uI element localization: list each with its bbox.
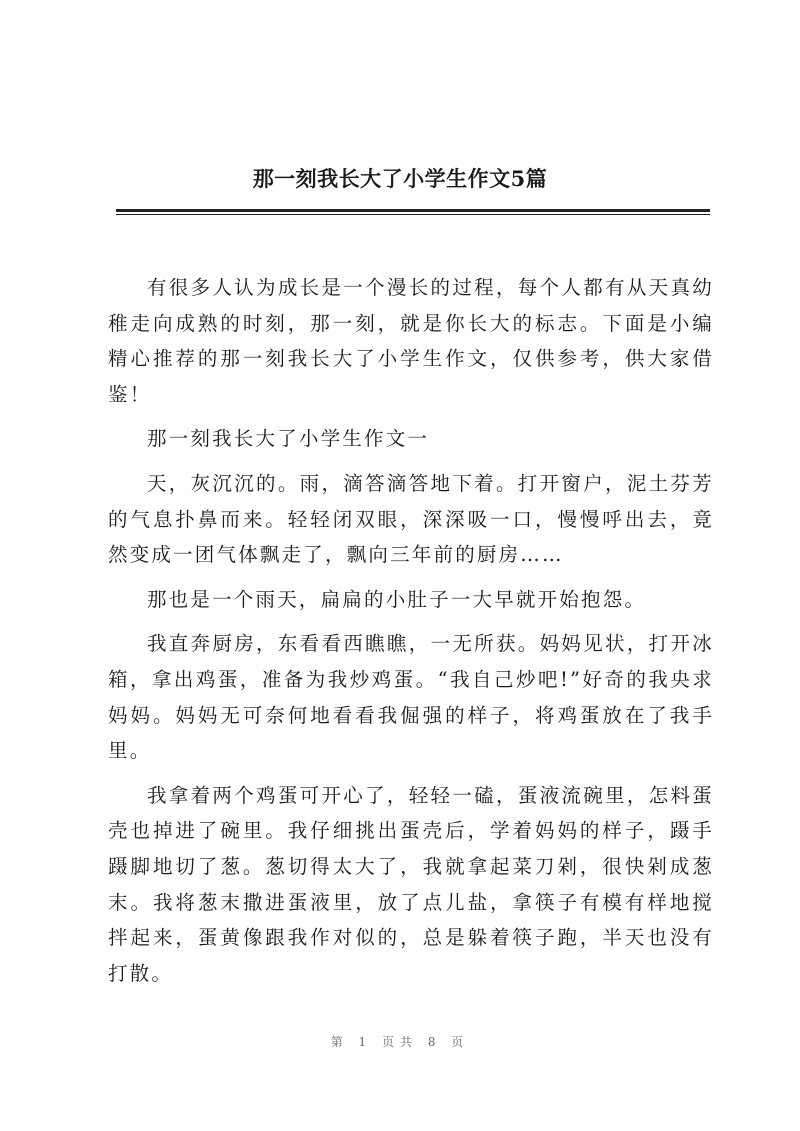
title-rule-thin [116,214,710,215]
page-footer: 第 1 页共 8 页 [330,1035,470,1049]
title-rule-thick [116,209,710,212]
paragraph: 有很多人认为成长是一个漫长的过程，每个人都有从天真幼稚走向成熟的时刻，那一刻，就是你长大的标志。下面是小编精心推荐的那一刻我长大了小学生作文，仅供参考，供大家借鉴！ [108,276,714,406]
paragraph: 天，灰沉沉的。雨，滴答滴答地下着。打开窗户，泥土芬芳的气息扑鼻而来。轻轻闭双眼，深深吸一口，慢慢呼出去，竟然变成一团气体飘走了，飘向三年前的厨房…… [108,471,714,567]
document-body [108,270,714,991]
paragraph: 我拿着两个鸡蛋可开心了，轻轻一磕，蛋液流碗里，怎料蛋壳也掉进了碗里。我仔细挑出蛋壳后，学着妈妈的样子，蹑手蹑脚地切了葱。葱切得太大了，我就拿起菜刀剁，很快剁成葱末。我将葱末撒进蛋液里，放了点儿盐，拿筷子有模有样地搅拌起来，蛋黄像跟我作对似的，总是躲着筷子跑，半天也没有打散。 [108,783,714,985]
document-title: 那一刻我长大了小学生作文5篇 [252,166,548,191]
paragraph: 那一刻我长大了小学生作文一 [147,427,430,451]
paragraph: 我直奔厨房，东看看西瞧瞧，一无所获。妈妈见状，打开冰箱，拿出鸡蛋，准备为我炒鸡蛋。“我自己炒吧!”好奇的我央求妈妈。妈妈无可奈何地看看我倔强的样子，将鸡蛋放在了我手里。 [108,632,714,763]
paragraph: 那也是一个雨天，扁扁的小肚子一大早就开始抱怨。 [147,587,647,611]
